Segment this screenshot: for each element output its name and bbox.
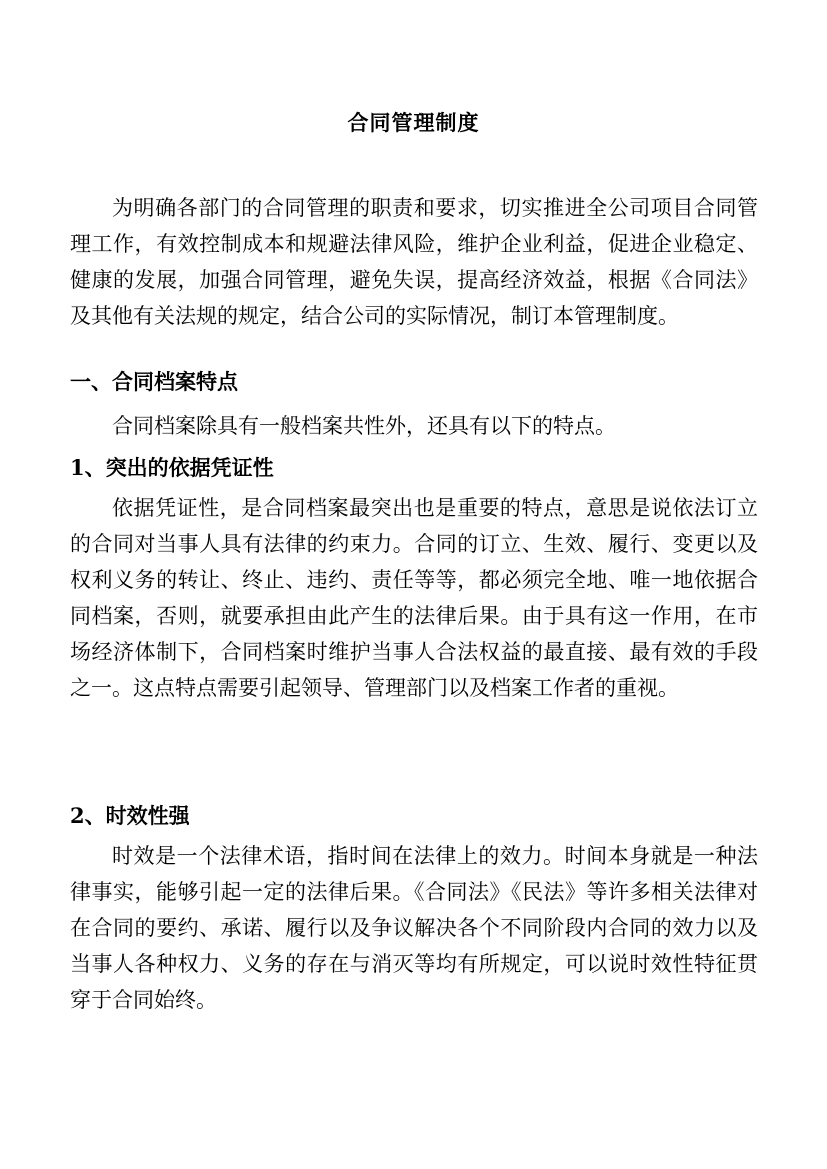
section-heading-contract-archive-features: 一、合同档案特点	[70, 369, 238, 394]
subsection-paragraph-evidence: 依据凭证性，是合同档案最突出也是重要的特点，意思是说依法订立的合同对当事人具有法律的约束力。合同的订立、生效、履行、变更以及权利义务的转让、终止、违约、责任等等，都必须完全地、唯一地依据合同档案，否则，就要承担由此产生的法律后果。由于具有这一作用，在市场经济体制下，合同档案时维护当事人合法权益的最直接、最有效的手段之一。这点特点需要引起领导、管理部门以及档案工作者的重视。	[70, 496, 758, 700]
section-paragraph-contract-archive-features: 合同档案除具有一般档案共性外，还具有以下的特点。	[112, 414, 616, 438]
document-title: 合同管理制度	[347, 110, 480, 135]
subsection-heading-evidence: 1、突出的依据凭证性	[70, 455, 274, 480]
subsection-paragraph-timeliness: 时效是一个法律术语，指时间在法律上的效力。时间本身就是一种法律事实，能够引起一定的法律后果。《合同法》《民法》等许多相关法律对在合同的要约、承诺、履行以及争议解决各个不同阶段内合同的效力以及当事人各种权力、义务的存在与消灭等均有所规定，可以说时效性特征贯穿于合同始终。	[70, 844, 758, 1012]
subsection-heading-timeliness: 2、时效性强	[70, 803, 190, 828]
intro-paragraph: 为明确各部门的合同管理的职责和要求，切实推进全公司项目合同管理工作，有效控制成本和规避法律风险，维护企业利益，促进企业稳定、健康的发展，加强合同管理，避免失误，提高经济效益，根据《合同法》及其他有关法规的规定，结合公司的实际情况，制订本管理制度。	[70, 196, 758, 328]
